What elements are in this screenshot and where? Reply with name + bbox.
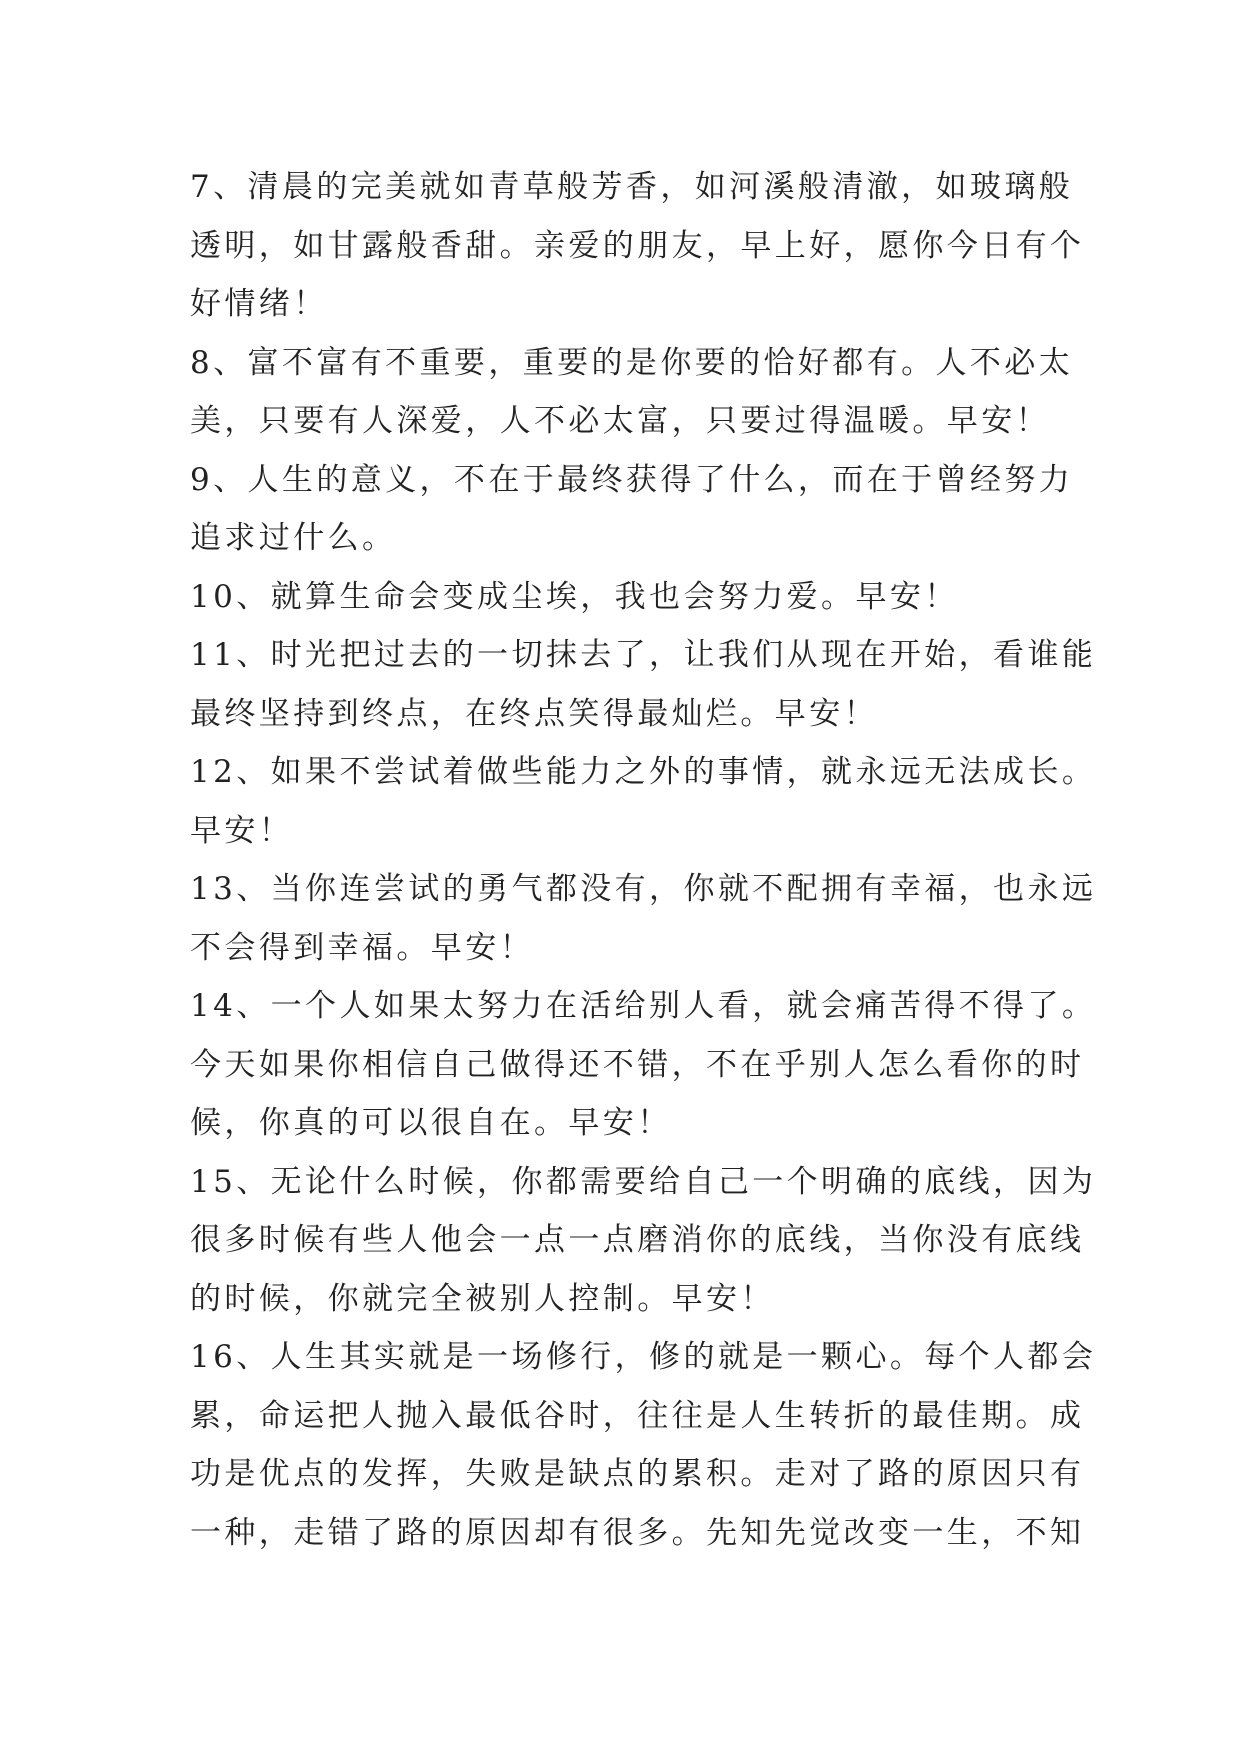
- text-line: 功是优点的发挥，失败是缺点的累积。走对了路的原因只有: [190, 1456, 1085, 1492]
- text-line: 追求过什么。: [190, 520, 397, 556]
- text-line: 不会得到幸福。早安！: [190, 929, 534, 966]
- text-line: 7、清晨的完美就如青草般芳香，如河溪般清澈，如玻璃般: [190, 169, 1074, 205]
- text-line: 14、一个人如果太努力在活给别人看，就会痛苦得不得了。: [190, 988, 1097, 1024]
- text-line: 9、人生的意义，不在于最终获得了什么，而在于曾经努力: [190, 461, 1074, 498]
- text-line: 8、富不富有不重要，重要的是你要的恰好都有。人不必太: [190, 344, 1074, 381]
- document-body: [190, 158, 1097, 1562]
- text-line: 最终坚持到终点，在终点笑得最灿烂。早安！: [190, 695, 878, 732]
- text-line: 13、当你连尝试的勇气都没有，你就不配拥有幸福，也永远: [190, 871, 1097, 907]
- text-line: 16、人生其实就是一场修行，修的就是一颗心。每个人都会: [190, 1339, 1097, 1375]
- text-line: 15、无论什么时候，你都需要给自己一个明确的底线，因为: [190, 1163, 1097, 1200]
- text-line: 很多时候有些人他会一点一点磨消你的底线，当你没有底线: [190, 1222, 1085, 1258]
- text-line: 今天如果你相信自己做得还不错，不在乎别人怎么看你的时: [190, 1046, 1085, 1083]
- text-line: 11、时光把过去的一切抹去了，让我们从现在开始，看谁能: [190, 637, 1097, 673]
- text-line: 12、如果不尝试着做些能力之外的事情，就永远无法成长。: [190, 754, 1097, 790]
- text-line: 美，只要有人深爱，人不必太富，只要过得温暖。早安！: [190, 403, 1050, 439]
- text-line: 的时候，你就完全被别人控制。早安！: [190, 1280, 775, 1317]
- text-line: 好情绪！: [190, 286, 328, 322]
- text-line: 候，你真的可以很自在。早安！: [190, 1105, 672, 1141]
- text-line: 累，命运把人抛入最低谷时，往往是人生转折的最佳期。成: [190, 1397, 1085, 1434]
- text-line: 早安！: [190, 812, 294, 849]
- text-line: 一种，走错了路的原因却有很多。先知先觉改变一生，不知: [190, 1514, 1085, 1551]
- text-line: 透明，如甘露般香甜。亲爱的朋友，早上好，愿你今日有个: [190, 227, 1085, 264]
- text-line: 10、就算生命会变成尘埃，我也会努力爱。早安！: [190, 578, 959, 615]
